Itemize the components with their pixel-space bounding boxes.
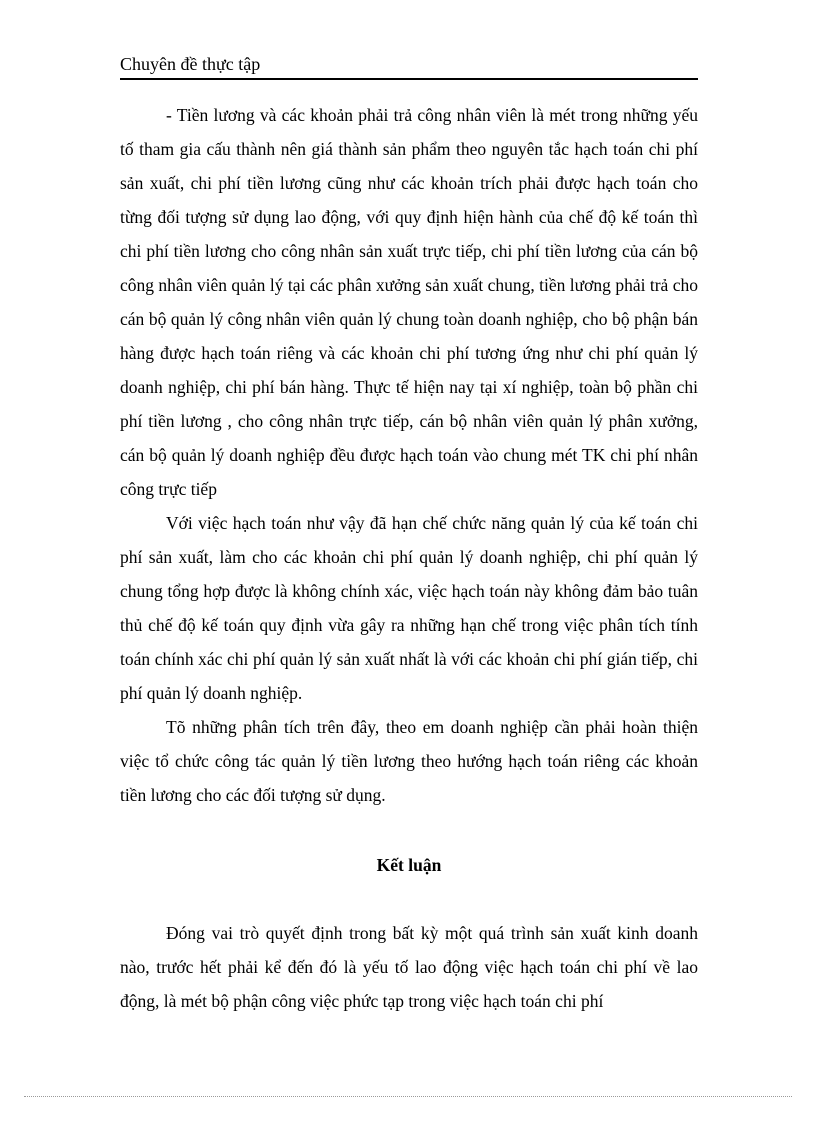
spacer — [120, 812, 698, 848]
footer-dotted-line — [24, 1096, 792, 1097]
body-paragraph-2: Với việc hạch toán như vậy đã hạn chế chức năng quản lý của kế toán chi phí sản xuất, làm cho các khoản chi phí quản lý doanh nghiệp, chi phí quản lý chung tổng hợp được là không chính xác, việc hạch toán này không đảm bảo tuân thủ chế độ kế toán quy định vừa gây ra những hạn chế trong việc phân tích tính toán chính xác chi phí quản lý sản xuất nhất là với các khoản chi phí gián tiếp, chi phí quản lý doanh nghiệp. — [120, 513, 698, 703]
header-title: Chuyên đề thực tập — [120, 54, 261, 74]
conclusion-heading: Kết luận — [376, 855, 442, 875]
body-paragraph-1: - Tiền lương và các khoản phải trả công nhân viên là mét trong những yếu tố tham gia cấu thành nên giá thành sản phẩm theo nguyên tắc hạch toán chi phí sản xuất, chi phí tiền lương cũng như các khoản trích phải được hạch toán cho từng đối tượng sử dụng lao động, với quy định hiện hành của chế độ kế toán thì chi phí tiền lương cho công nhân sản xuất trực tiếp, chi phí tiền lương của cán bộ công nhân viên quản lý tại các phân xưởng sản xuất chung, tiền lương phải trả cho cán bộ quản lý công nhân viên quản lý chung toàn doanh nghiệp, cho bộ phận bán hàng được hạch toán riêng và các khoản chi phí tương ứng như chi phí quản lý doanh nghiệp, chi phí bán hàng. Thực tế hiện nay tại xí nghiệp, toàn bộ phần chi phí tiền lương , cho công nhân trực tiếp, cán bộ nhân viên quản lý phân xưởng, cán bộ quản lý doanh nghiệp đều được hạch toán vào chung mét TK chi phí nhân công trực tiếp — [120, 105, 698, 499]
page-header — [120, 52, 698, 80]
document-body — [120, 98, 698, 1018]
body-paragraph-3: Tõ những phân tích trên đây, theo em doanh nghiệp cần phải hoàn thiện việc tổ chức công tác quản lý tiền lương theo hướng hạch toán riêng các khoản tiền lương cho các đối tượng sử dụng. — [120, 717, 698, 805]
spacer — [120, 882, 698, 916]
conclusion-paragraph: Đóng vai trò quyết định trong bất kỳ một quá trình sản xuất kinh doanh nào, trước hết phải kể đến đó là yếu tố lao động việc hạch toán chi phí về lao động, là mét bộ phận công việc phức tạp trong việc hạch toán chi phí — [120, 923, 698, 1011]
